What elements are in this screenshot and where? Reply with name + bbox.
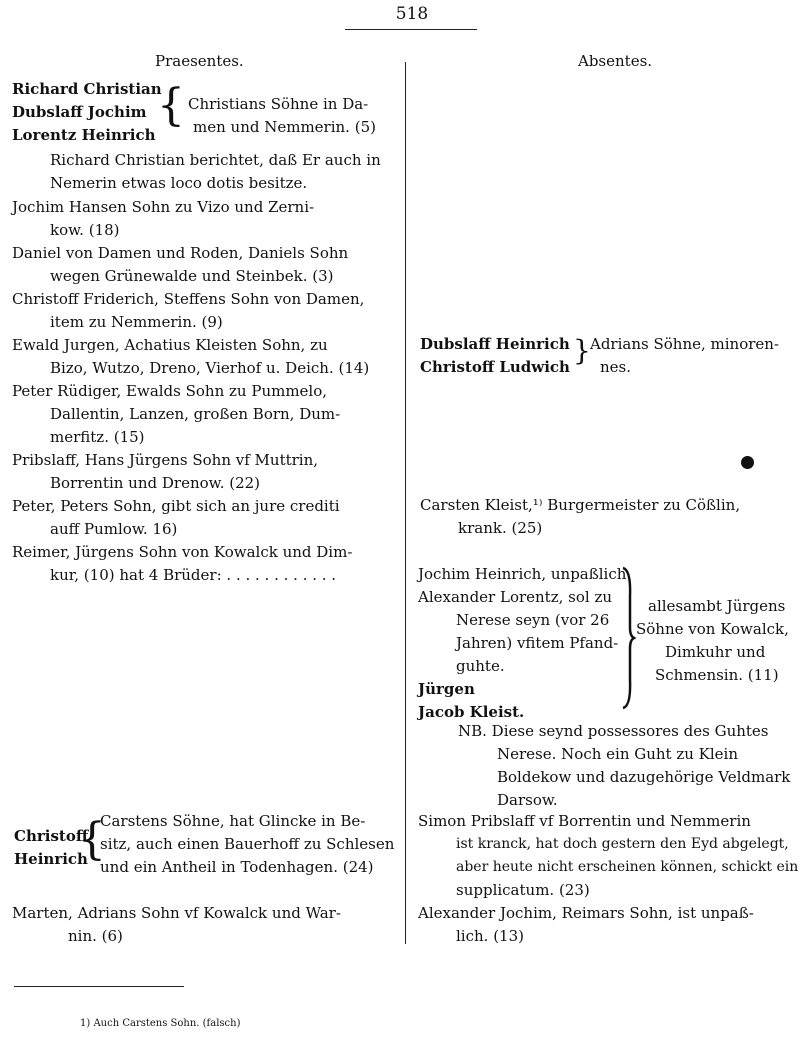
entry-line: Reimer, Jürgens Sohn von Kowalck und Dim- (12, 543, 353, 561)
entry-line: Nemerin etwas loco dotis besitze. (50, 174, 308, 192)
entry-line: auff Pumlow. 16) (50, 520, 178, 538)
entry-line: Bizo, Wutzo, Dreno, Vierhof u. Deich. (14) (50, 359, 370, 377)
entry-line: krank. (25) (458, 519, 543, 537)
entry-line: Richard Christian berichtet, daß Er auch in (50, 151, 381, 169)
entry-line: Pribslaff, Hans Jürgens Sohn vf Muttrin, (12, 451, 319, 469)
entry-line: Alexander Jochim, Reimars Sohn, ist unpaß- (418, 904, 754, 922)
entry-name: Dubslaff Jochim (12, 103, 147, 121)
entry-line: kow. (18) (50, 221, 120, 239)
page-number: 518 (395, 4, 429, 24)
entry-line: Nerese seyn (vor 26 (456, 611, 610, 629)
entry-line: Dallentin, Lanzen, großen Born, Dum- (50, 405, 341, 423)
entry-line: Simon Pribslaff vf Borrentin und Nemmerin (418, 812, 751, 830)
entry-text: Dimkuhr und (665, 643, 766, 661)
absentes-header: Absentes. (578, 52, 653, 70)
entry-text: allesambt Jürgens (648, 597, 786, 615)
entry-line: Jochim Hansen Sohn zu Vizo und Zerni- (12, 198, 315, 216)
entry-line: supplicatum. (23) (456, 881, 590, 899)
entry-line: Carsten Kleist,¹⁾ Burgermeister zu Cößlin, (420, 496, 741, 514)
entry-line: wegen Grünewalde und Steinbek. (3) (50, 267, 334, 285)
entry-text: men und Nemmerin. (5) (193, 118, 376, 136)
entry-text: Söhne von Kowalck, (636, 620, 789, 638)
brace-icon: { (78, 814, 106, 865)
entry-line: Christoff Friderich, Steffens Sohn von Damen, (12, 290, 365, 308)
entry-line: aber heute nicht erscheinen können, schickt ein (456, 859, 799, 875)
footnote-rule (14, 986, 184, 987)
entry-text: Adrians Söhne, minoren- (590, 335, 780, 353)
entry-line: Darsow. (497, 791, 558, 809)
entry-line: Peter Rüdiger, Ewalds Sohn zu Pummelo, (12, 382, 328, 400)
entry-name: Jürgen (418, 680, 475, 698)
brace-icon: { (157, 80, 185, 131)
entry-name: Jacob Kleist. (418, 703, 525, 721)
entry-name: Heinrich (14, 850, 88, 868)
entry-line: nin. (6) (68, 927, 123, 945)
ink-blot (741, 456, 754, 469)
entry-line: guhte. (456, 657, 505, 675)
entry-line: Jahren) vfitem Pfand- (456, 634, 619, 652)
entry-text: sitz, auch einen Bauerhoff zu Schlesen (100, 835, 395, 853)
entry-line: Nerese. Noch ein Guht zu Klein (497, 745, 739, 763)
entry-text: Schmensin. (11) (655, 666, 779, 684)
entry-text: Carstens Söhne, hat Glincke in Be- (100, 812, 366, 830)
entry-line: Ewald Jurgen, Achatius Kleisten Sohn, zu (12, 336, 328, 354)
entry-text: und ein Antheil in Todenhagen. (24) (100, 858, 374, 876)
entry-line: Alexander Lorentz, sol zu (418, 588, 613, 606)
entry-line: Boldekow und dazugehörige Veldmark (497, 768, 791, 786)
entry-text: Christians Söhne in Da- (188, 95, 369, 113)
entry-line: Borrentin und Drenow. (22) (50, 474, 261, 492)
entry-line: Peter, Peters Sohn, gibt sich an jure crediti (12, 497, 340, 515)
header-rule (345, 29, 477, 30)
entry-name: Dubslaff Heinrich (420, 335, 570, 353)
entry-line: Marten, Adrians Sohn vf Kowalck und War- (12, 904, 341, 922)
entry-line: merfitz. (15) (50, 428, 145, 446)
entry-line: kur, (10) hat 4 Brüder: . . . . . . . . . . . . (50, 566, 337, 584)
entry-line: ist kranck, hat doch gestern den Eyd abgelegt, (456, 836, 789, 852)
entry-line: NB. Diese seynd possessores des Guhtes (458, 722, 769, 740)
column-divider (405, 62, 406, 944)
entry-name: Richard Christian (12, 80, 162, 98)
entry-name: Christoff Ludwich (420, 358, 570, 376)
entry-line: Daniel von Damen und Roden, Daniels Sohn (12, 244, 349, 262)
brace-icon (620, 566, 636, 710)
entry-line: item zu Nemmerin. (9) (50, 313, 223, 331)
entry-name: Christoff (14, 827, 89, 845)
praesentes-header: Praesentes. (155, 52, 244, 70)
brace-icon: } (573, 334, 591, 367)
footnote: 1) Auch Carstens Sohn. (falsch) (80, 1018, 241, 1029)
entry-name: Lorentz Heinrich (12, 126, 156, 144)
entry-text: nes. (600, 358, 632, 376)
entry-line: lich. (13) (456, 927, 524, 945)
entry-line: Jochim Heinrich, unpaßlich (418, 565, 627, 583)
